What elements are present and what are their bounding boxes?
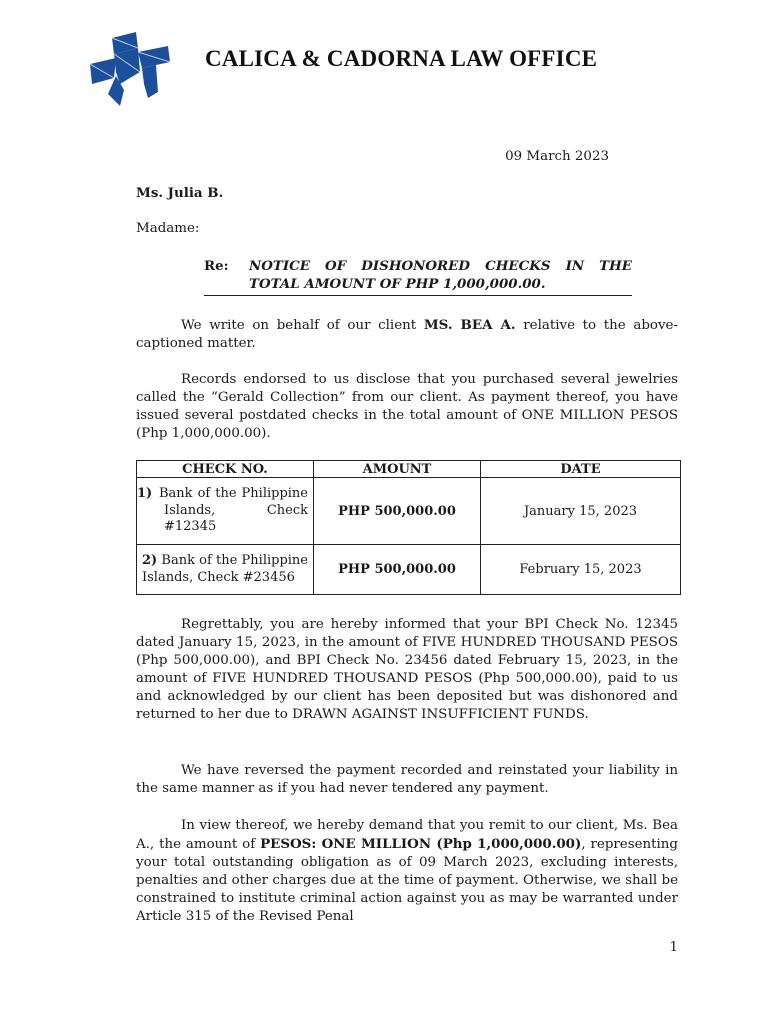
paragraph-1: [136, 316, 678, 353]
paragraph-5-rest: , representing your total outstanding obligation as of 09 March 2023, excluding interests, penalties and other charges due at the time of payment. Otherwise, we shall be constrained to institute criminal action against you as may be warranted under Article 315 of the Revised Penal: [136, 837, 678, 924]
page-number: 1: [669, 940, 678, 955]
client-name: MS. BEA A.: [423, 317, 516, 333]
table-header-row: [137, 461, 681, 478]
check-description: Bank of the Philippine Islands, Check #23456: [142, 553, 308, 585]
amount-cell: PHP 500,000.00: [314, 545, 481, 595]
subject-text: [249, 257, 632, 293]
firm-name: CALICA & CADORNA LAW OFFICE: [205, 46, 598, 71]
check-cell: [137, 478, 314, 545]
check-cell: [137, 545, 314, 595]
letter-date: 09 March 2023: [505, 149, 609, 164]
subject-label: Re:: [204, 258, 229, 274]
check-number-label: 1): [137, 486, 153, 502]
law-office-logo: [90, 32, 170, 107]
salutation: Madame:: [136, 221, 200, 236]
header-amount: AMOUNT: [314, 461, 481, 478]
subject-line-1: NOTICE OF DISHONORED CHECKS IN THE: [249, 258, 632, 274]
paragraph-2: Records endorsed to us disclose that you purchased several jewelries called the “Gerald Collection” from our client. As payment thereof, you have issued several postdated checks in the total amount of ONE MILLION PESOS (Php 1,000,000.00).: [136, 372, 678, 441]
demand-amount: PESOS: ONE MILLION (Php 1,000,000.00): [260, 836, 582, 852]
paragraph-5: [136, 817, 678, 926]
paragraph-1-rest: relative to the above-captioned matter.: [136, 318, 678, 351]
check-description: Bank of the Philippine Islands, Check #12345: [159, 486, 308, 535]
header-date: DATE: [481, 461, 681, 478]
subject-line: [204, 257, 632, 296]
header-check-no: CHECK NO.: [137, 461, 314, 478]
date-cell: January 15, 2023: [481, 478, 681, 545]
checks-table: [136, 460, 681, 595]
amount-cell: PHP 500,000.00: [314, 478, 481, 545]
date-cell: February 15, 2023: [481, 545, 681, 595]
paragraph-1-text: We write on behalf of our client: [181, 318, 424, 333]
subject-line-2: TOTAL AMOUNT OF PHP 1,000,000.00.: [249, 276, 546, 292]
paragraph-4: We have reversed the payment recorded and reinstated your liability in the same manner as if you had never tendered any payment.: [136, 763, 678, 796]
paragraph-5-text: In view thereof, we hereby demand that you remit to our client, Ms. Bea A., the amount of: [136, 818, 678, 852]
table-row: [137, 478, 681, 545]
paragraph-3: Regrettably, you are hereby informed that your BPI Check No. 12345 dated January 15, 2023, in the amount of FIVE HUNDRED THOUSAND PESOS (Php 500,000.00), and BPI Check No. 23456 dated February 15, 2023, in the amount of FIVE HUNDRED THOUSAND PESOS (Php 500,000.00), paid to us and acknowledged by our client has been deposited but was dishonored and returned to her due to DRAWN AGAINST INSUFFICIENT FUNDS.: [136, 617, 678, 722]
table-row: [137, 545, 681, 595]
addressee: Ms. Julia B.: [136, 185, 224, 201]
check-number-label: 2): [142, 553, 158, 568]
